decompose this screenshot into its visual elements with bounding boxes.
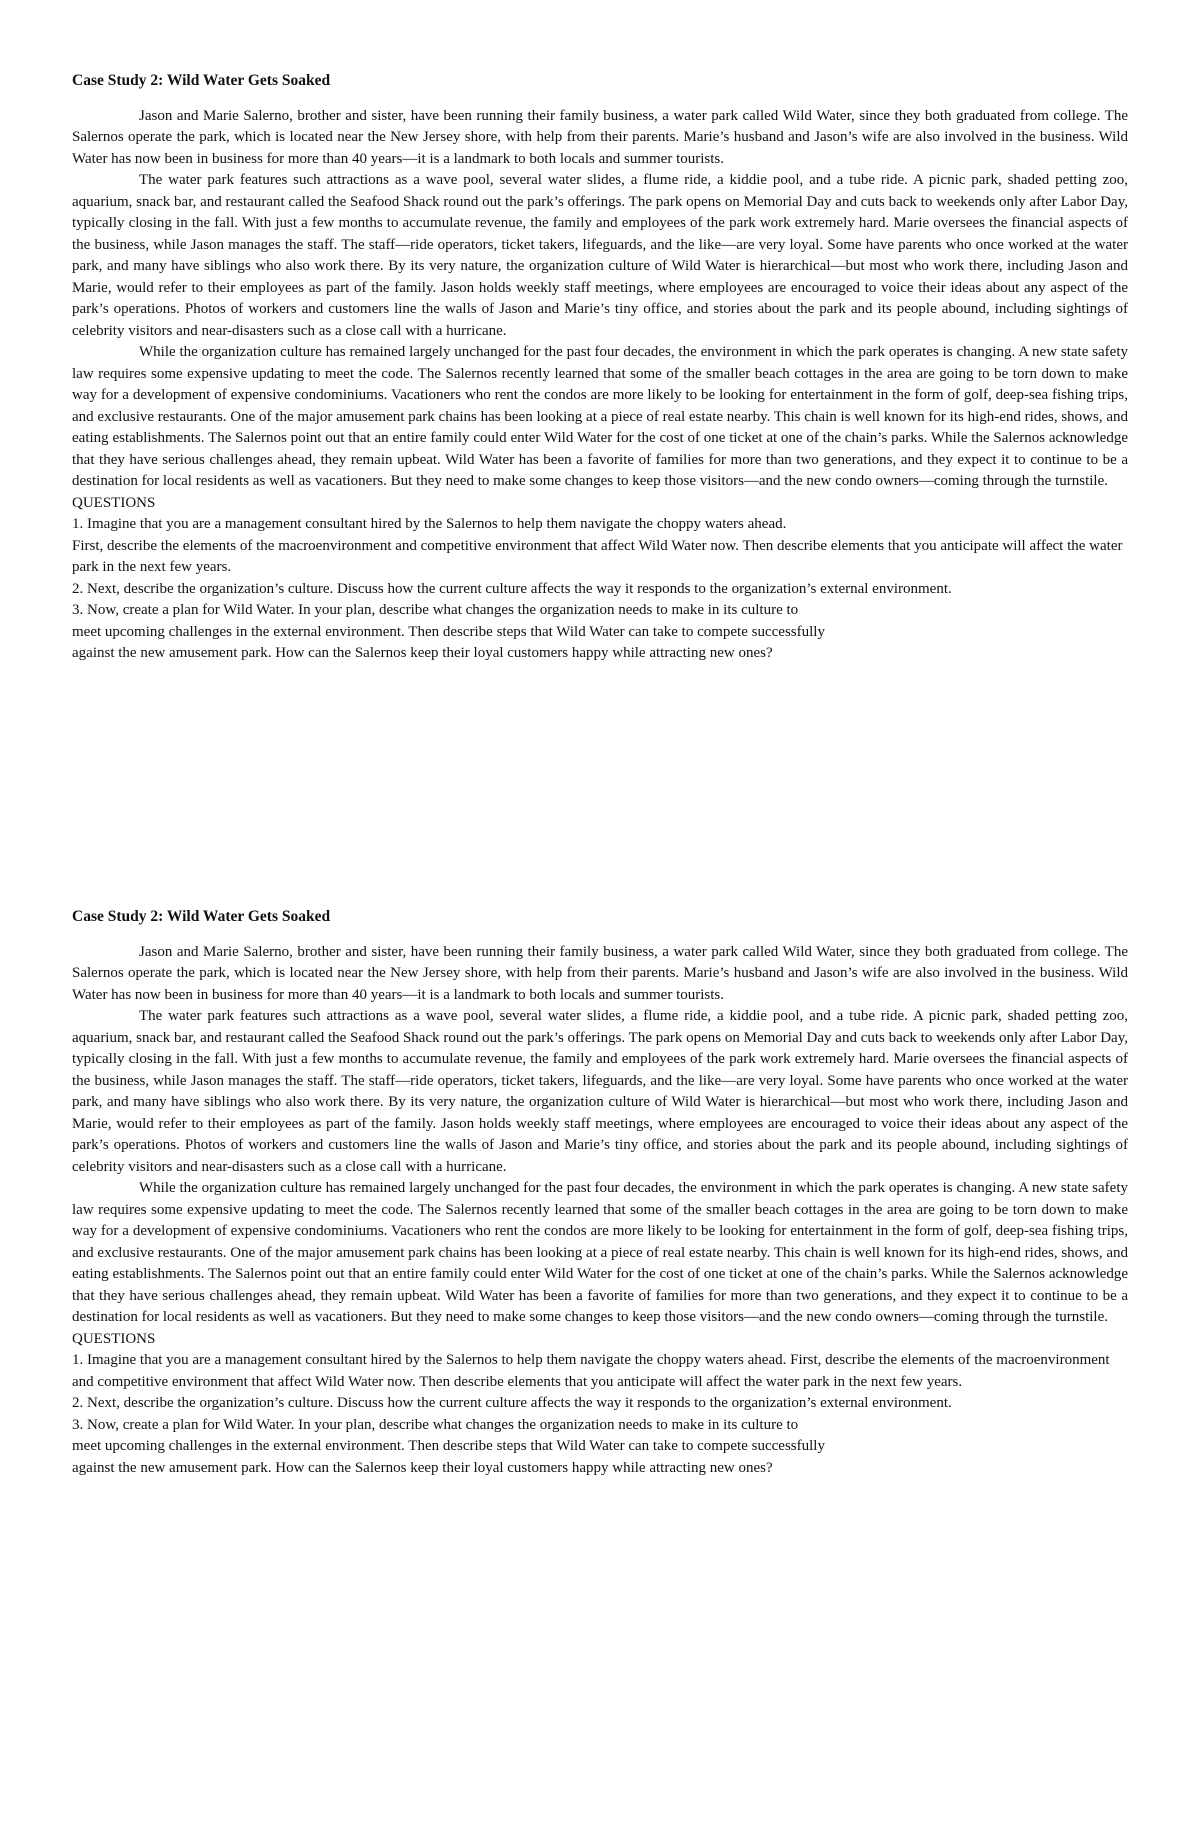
case-study-title: Case Study 2: Wild Water Gets Soaked bbox=[72, 72, 331, 89]
question-3-line-2: meet upcoming challenges in the external environment. Then describe steps that Wild Water can take to compete successfully bbox=[72, 1438, 825, 1454]
question-1-line-1: 1. Imagine that you are a management consultant hired by the Salernos to help them navigate the choppy waters ahead. bbox=[72, 516, 787, 532]
case-study-title: Case Study 2: Wild Water Gets Soaked bbox=[72, 908, 331, 925]
questions-heading: QUESTIONS bbox=[72, 494, 156, 511]
question-3-line-1: 3. Now, create a plan for Wild Water. In your plan, describe what changes the organization needs to make in its culture to bbox=[72, 1416, 799, 1433]
questions-heading: QUESTIONS bbox=[72, 1330, 156, 1347]
question-2: 2. Next, describe the organization’s culture. Discuss how the current culture affects the way it responds to the organization’s external environment. bbox=[72, 580, 952, 597]
question-3 bbox=[72, 600, 1128, 665]
question-3-line-2: meet upcoming challenges in the external environment. Then describe steps that Wild Water can take to compete successfully bbox=[72, 623, 825, 640]
question-2: 2. Next, describe the organization’s culture. Discuss how the current culture affects the way it responds to the organization’s external environment. bbox=[72, 1395, 952, 1411]
question-3-line-3: against the new amusement park. How can the Salernos keep their loyal customers happy while attracting new ones? bbox=[72, 645, 773, 661]
paragraph-environment: While the organization culture has remained largely unchanged for the past four decades, the environment in which the park operates is changing. A new state safety law requires some expensive updating to meet the code. The Salernos recently learned that some of the smaller beach cottages in the area are going to be torn down to make way for a development of expensive condominiums. Vacationers who rent the condos are more likely to be looking for entertainment in the form of golf, deep-sea fishing trips, and exclusive restaurants. One of the major amusement park chains has been looking at a piece of real estate nearby. This chain is well known for its high-end rides, shows, and eating establishments. The Salernos point out that an entire family could enter Wild Water for the cost of one ticket at one of the chain’s parks. While the Salernos acknowledge that they have serious challenges ahead, they remain upbeat. Wild Water has been a favorite of families for more than two generations, and they expect it to continue to be a destination for local residents as well as vacationers. But they need to make some changes to keep those visitors—and the new condo owners—coming through the turnstile. bbox=[72, 1180, 1128, 1325]
paragraph-environment: While the organization culture has remained largely unchanged for the past four decades, the environment in which the park operates is changing. A new state safety law requires some expensive updating to meet the code. The Salernos recently learned that some of the smaller beach cottages in the area are going to be torn down to make way for a development of expensive condominiums. Vacationers who rent the condos are more likely to be looking for entertainment in the form of golf, deep-sea fishing trips, and exclusive restaurants. One of the major amusement park chains has been looking at a piece of real estate nearby. This chain is well known for its high-end rides, shows, and eating establishments. The Salernos point out that an entire family could enter Wild Water for the cost of one ticket at one of the chain’s parks. While the Salernos acknowledge that they have serious challenges ahead, they remain upbeat. Wild Water has been a favorite of families for more than two generations, and they expect it to continue to be a destination for local residents as well as vacationers. But they need to make some changes to keep those visitors—and the new condo owners—coming through the turnstile. bbox=[72, 344, 1128, 489]
case-study-section-1 bbox=[72, 70, 1128, 665]
paragraph-attractions: The water park features such attractions as a wave pool, several water slides, a flume ride, a kiddie pool, and a tube ride. A picnic park, shaded petting zoo, aquarium, snack bar, and restaurant called the Seafood Shack round out the park’s offerings. The park opens on Memorial Day and cuts back to weekends only after Labor Day, typically closing in the fall. With just a few months to accumulate revenue, the family and employees of the park work extremely hard. Marie oversees the financial aspects of the business, while Jason manages the staff. The staff—ride operators, ticket takers, lifeguards, and the like—are very loyal. Some have parents who once worked at the water park, and many have siblings who also work there. By its very nature, the organization culture of Wild Water is hierarchical—but most who work there, including Jason and Marie, would refer to their employees as part of the family. Jason holds weekly staff meetings, where employees are encouraged to voice their ideas about any aspect of the park’s operations. Photos of workers and customers line the walls of Jason and Marie’s tiny office, and stories about the park and its people abound, including sightings of celebrity visitors and near-disasters such as a close call with a hurricane. bbox=[72, 1008, 1128, 1175]
question-3 bbox=[72, 1415, 1128, 1480]
question-3-line-3: against the new amusement park. How can the Salernos keep their loyal customers happy while attracting new ones? bbox=[72, 1459, 773, 1476]
paragraph-attractions: The water park features such attractions as a wave pool, several water slides, a flume ride, a kiddie pool, and a tube ride. A picnic park, shaded petting zoo, aquarium, snack bar, and restaurant called the Seafood Shack round out the park’s offerings. The park opens on Memorial Day and cuts back to weekends only after Labor Day, typically closing in the fall. With just a few months to accumulate revenue, the family and employees of the park work extremely hard. Marie oversees the financial aspects of the business, while Jason manages the staff. The staff—ride operators, ticket takers, lifeguards, and the like—are very loyal. Some have parents who once worked at the water park, and many have siblings who also work there. By its very nature, the organization culture of Wild Water is hierarchical—but most who work there, including Jason and Marie, would refer to their employees as part of the family. Jason holds weekly staff meetings, where employees are encouraged to voice their ideas about any aspect of the park’s operations. Photos of workers and customers line the walls of Jason and Marie’s tiny office, and stories about the park and its people abound, including sightings of celebrity visitors and near-disasters such as a close call with a hurricane. bbox=[72, 172, 1128, 339]
case-study-section-2 bbox=[72, 906, 1128, 1479]
question-1-line-2: First, describe the elements of the macroenvironment and competitive environment that affect Wild Water now. Then describe elements that you anticipate will affect the water park in the next few years. bbox=[72, 537, 1123, 575]
question-3-line-1: 3. Now, create a plan for Wild Water. In your plan, describe what changes the organization needs to make in its culture to bbox=[72, 602, 799, 618]
question-1 bbox=[72, 514, 1128, 579]
paragraph-intro: Jason and Marie Salerno, brother and sister, have been running their family business, a water park called Wild Water, since they both graduated from college. The Salernos operate the park, which is located near the New Jersey shore, with help from their parents. Marie’s husband and Jason’s wife are also involved in the business. Wild Water has now been in business for more than 40 years—it is a landmark to both locals and summer tourists. bbox=[72, 943, 1128, 1003]
paragraph-intro: Jason and Marie Salerno, brother and sister, have been running their family business, a water park called Wild Water, since they both graduated from college. The Salernos operate the park, which is located near the New Jersey shore, with help from their parents. Marie’s husband and Jason’s wife are also involved in the business. Wild Water has now been in business for more than 40 years—it is a landmark to both locals and summer tourists. bbox=[72, 107, 1128, 167]
question-1: 1. Imagine that you are a management consultant hired by the Salernos to help them navigate the choppy waters ahead. First, describe the elements of the macroenvironment and competitive environment that affect Wild Water now. Then describe elements that you anticipate will affect the water park in the next few years. bbox=[72, 1352, 1110, 1390]
